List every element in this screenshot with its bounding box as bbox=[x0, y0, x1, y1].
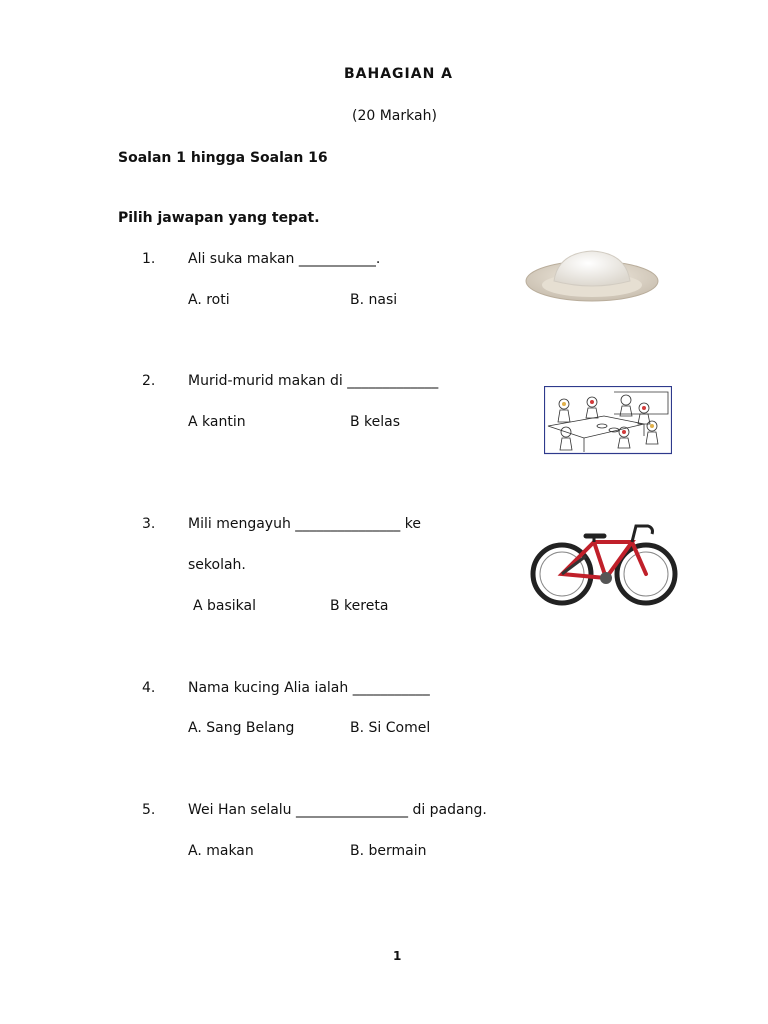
question-3-text-continued: sekolah. bbox=[188, 557, 246, 573]
question-4-number: 4. bbox=[142, 680, 156, 696]
question-2-option-b: B kelas bbox=[350, 414, 401, 430]
question-3-number: 3. bbox=[142, 516, 156, 532]
question-3-option-b: B kereta bbox=[330, 598, 389, 614]
canteen-image bbox=[544, 386, 672, 456]
question-2-option-a: A kantin bbox=[188, 414, 246, 430]
question-5-number: 5. bbox=[142, 802, 156, 818]
question-2-text: Murid-murid makan di _____________ bbox=[188, 373, 439, 389]
question-5-option-a: A. makan bbox=[188, 843, 254, 859]
question-1-option-b: B. nasi bbox=[350, 292, 398, 308]
question-4-text: Nama kucing Alia ialah ___________ bbox=[188, 680, 430, 696]
question-1-number: 1. bbox=[142, 251, 156, 267]
bicycle-image bbox=[528, 516, 680, 608]
question-5-option-b: B. bermain bbox=[350, 843, 427, 859]
page-number: 1 bbox=[393, 949, 402, 963]
marks-label: (20 Markah) bbox=[352, 108, 437, 124]
question-2-number: 2. bbox=[142, 373, 156, 389]
rice-plate-image bbox=[524, 243, 660, 305]
question-3-text: Mili mengayuh _______________ ke bbox=[188, 516, 421, 532]
question-4-option-b: B. Si Comel bbox=[350, 720, 431, 736]
question-1-text: Ali suka makan ___________. bbox=[188, 251, 381, 267]
question-3-option-a: A basikal bbox=[193, 598, 257, 614]
instruction: Pilih jawapan yang tepat. bbox=[118, 210, 320, 226]
question-range: Soalan 1 hingga Soalan 16 bbox=[118, 150, 328, 166]
section-title: BAHAGIAN A bbox=[344, 66, 454, 82]
question-5-text: Wei Han selalu ________________ di padang. bbox=[188, 802, 487, 818]
question-1-option-a: A. roti bbox=[188, 292, 230, 308]
question-4-option-a: A. Sang Belang bbox=[188, 720, 295, 736]
